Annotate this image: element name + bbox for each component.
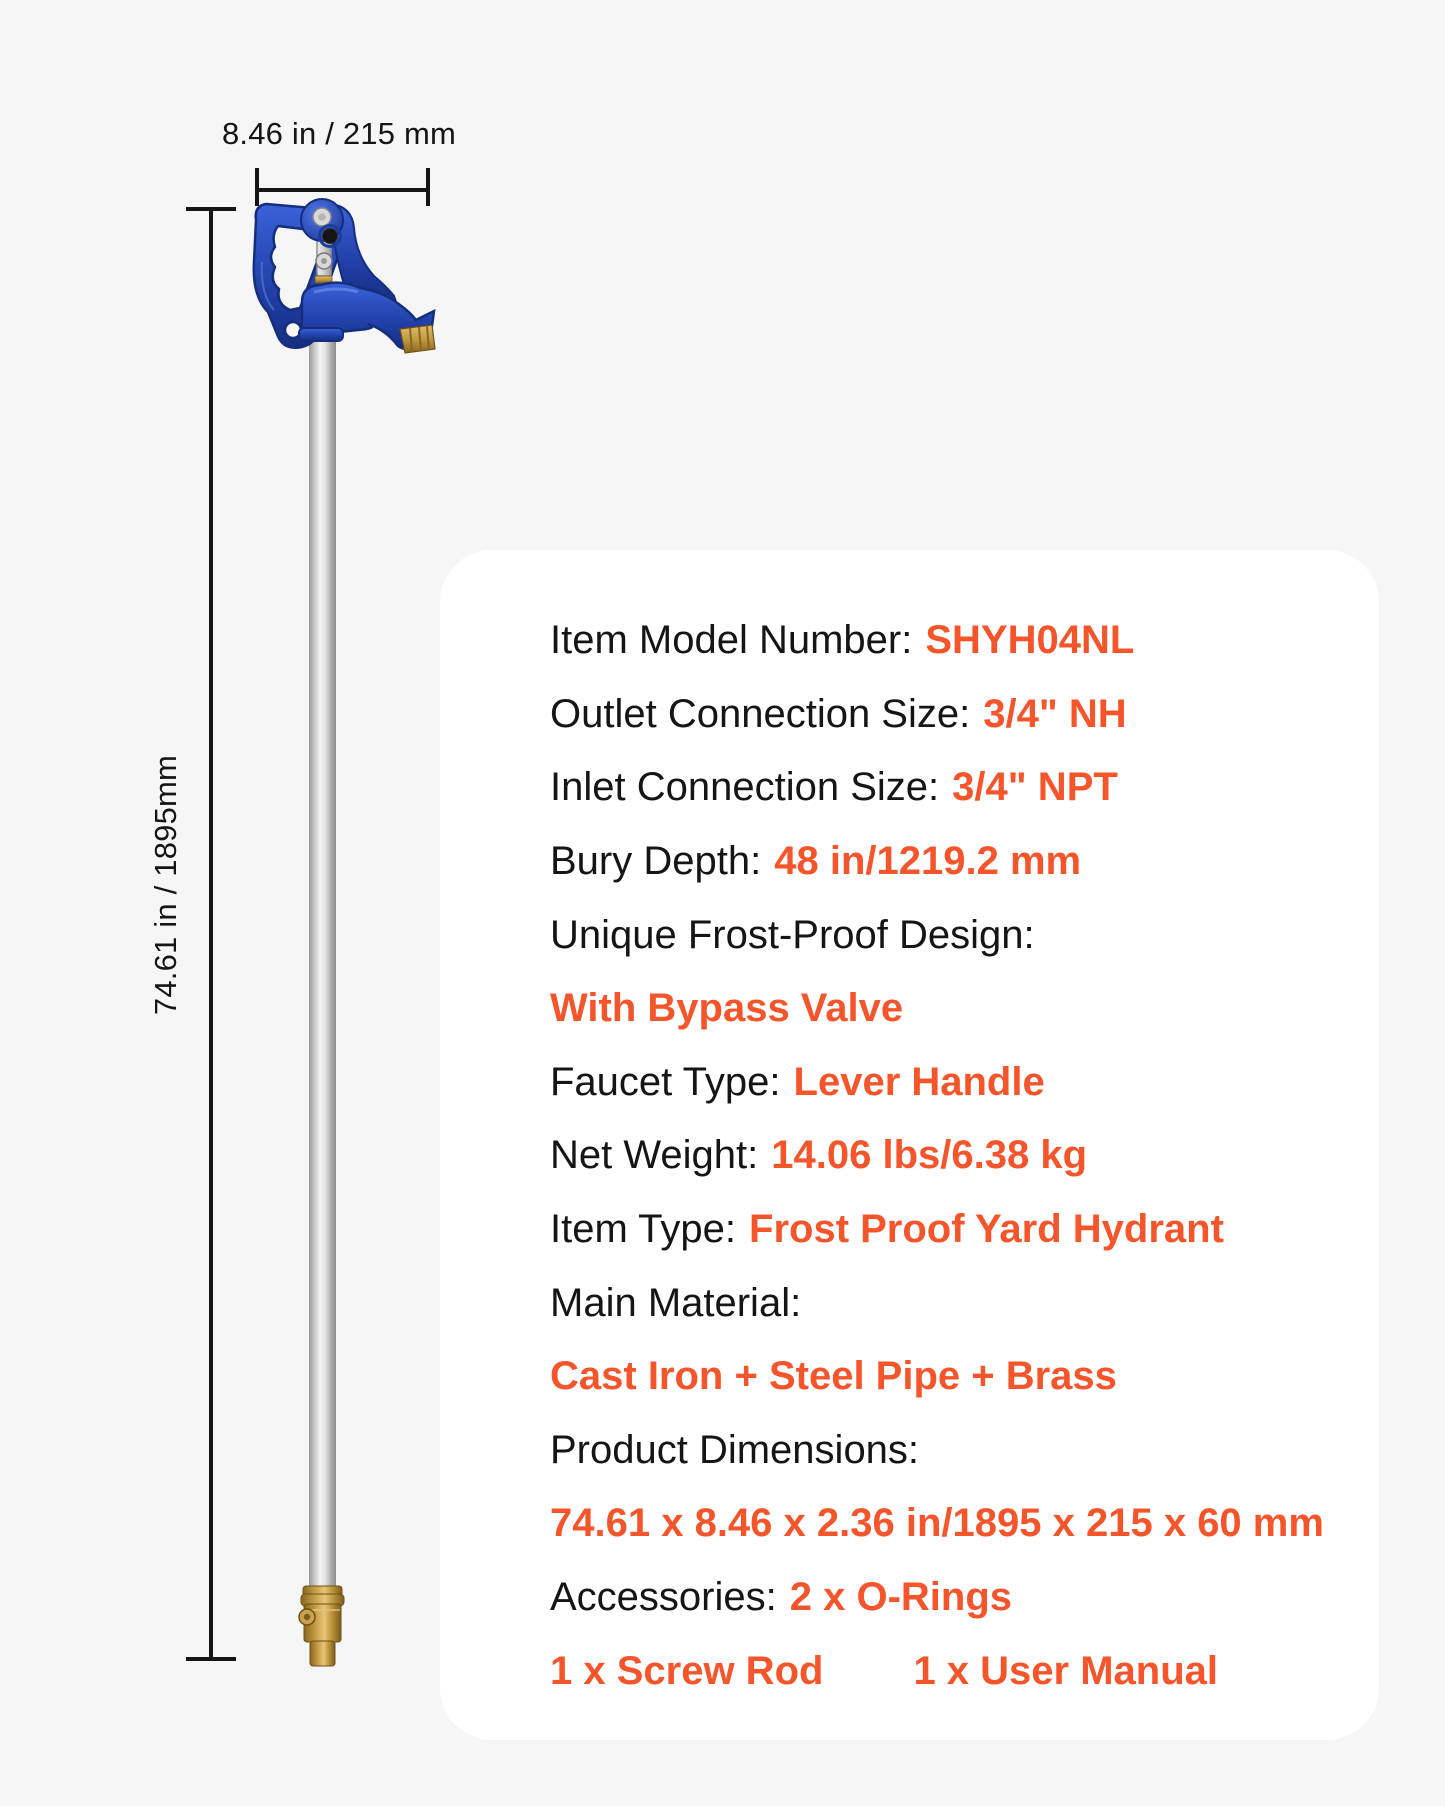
spec-row-item-model-number: [550, 604, 1379, 678]
spec-label: Product Dimensions:: [550, 1427, 920, 1472]
spec-label: Net Weight:: [550, 1133, 759, 1178]
spec-value: Frost Proof Yard Hydrant: [749, 1207, 1224, 1252]
spec-row-product-dimensions-value: [550, 1487, 1379, 1561]
spec-row-item-type: [550, 1193, 1379, 1267]
spec-value: With Bypass Valve: [550, 986, 904, 1031]
spec-value: SHYH04NL: [925, 618, 1135, 663]
spec-panel: [440, 550, 1379, 1740]
spec-row-frost-proof-design-value: [550, 972, 1379, 1046]
spec-row-product-dimensions: [550, 1414, 1379, 1488]
spec-label: Inlet Connection Size:: [550, 765, 940, 810]
width-dimension-line: [257, 168, 428, 206]
spec-row-main-material-value: [550, 1340, 1379, 1414]
spec-value: 1 x User Manual: [913, 1648, 1219, 1693]
spec-row-main-material: [550, 1266, 1379, 1340]
hydrant-pipe: [309, 334, 336, 1590]
hydrant-head: [254, 199, 435, 353]
spec-value: 14.06 lbs/6.38 kg: [771, 1133, 1088, 1178]
spec-value: 1 x Screw Rod: [550, 1648, 824, 1693]
spec-value: 74.61 x 8.46 x 2.36 in/1895 x 215 x 60 mm: [550, 1501, 1324, 1546]
spec-row-frost-proof-design: [550, 898, 1379, 972]
spec-label: Faucet Type:: [550, 1059, 781, 1104]
spec-row-net-weight: [550, 1119, 1379, 1193]
spec-row-accessories: [550, 1561, 1379, 1635]
height-dimension-line: [186, 208, 236, 1660]
spec-label: Item Type:: [550, 1207, 737, 1252]
height-dimension-label: 74.61 in / 1895mm: [148, 754, 183, 1016]
spec-row-outlet-connection-size: [550, 678, 1379, 752]
width-dimension-label: 8.46 in / 215 mm: [221, 116, 457, 151]
spec-row-accessories-items: [550, 1634, 1379, 1708]
spec-value: 2 x O-Rings: [789, 1575, 1013, 1620]
spec-label: Bury Depth:: [550, 839, 762, 884]
spec-value: 3/4" NH: [983, 691, 1127, 736]
spec-label: Item Model Number:: [550, 618, 913, 663]
spec-value: Lever Handle: [793, 1059, 1045, 1104]
spec-row-inlet-connection-size: [550, 751, 1379, 825]
spec-value: 3/4" NPT: [952, 765, 1118, 810]
outlet-coupling: [400, 325, 435, 353]
spec-value: 48 in/1219.2 mm: [774, 839, 1082, 884]
hydrant-inlet-valve: [299, 1586, 344, 1666]
spec-value: Cast Iron + Steel Pipe + Brass: [550, 1354, 1117, 1399]
spec-row-bury-depth: [550, 825, 1379, 899]
spec-label: Unique Frost-Proof Design:: [550, 912, 1035, 957]
spec-label: Outlet Connection Size:: [550, 691, 971, 736]
spec-row-faucet-type: [550, 1046, 1379, 1120]
spec-label: Main Material:: [550, 1280, 802, 1325]
handle-pin-hole: [323, 229, 338, 244]
spec-label: Accessories:: [550, 1575, 777, 1620]
